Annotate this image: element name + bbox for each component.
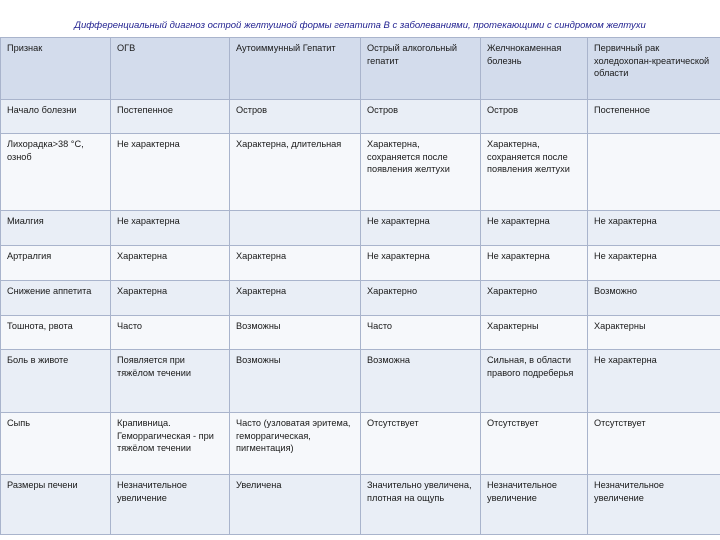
table-row — [1, 316, 720, 350]
table-cell: Характерна — [230, 281, 361, 316]
table-cell: Не характерна — [481, 211, 588, 246]
table-cell: Боль в животе — [1, 350, 111, 413]
table-cell: Характерна, сохраняется после появления желтухи — [361, 134, 481, 211]
table-cell: Остров — [230, 100, 361, 134]
table-row — [1, 100, 720, 134]
table-cell: Остров — [481, 100, 588, 134]
table-cell: Отсутствует — [481, 413, 588, 475]
table-cell: Не характерна — [588, 246, 720, 281]
table-row — [1, 246, 720, 281]
table-cell: Постепенное — [111, 100, 230, 134]
table-cell: Тошнота, рвота — [1, 316, 111, 350]
header-cell: Признак — [1, 38, 111, 100]
table-cell: Размеры печени — [1, 475, 111, 535]
table-cell — [588, 134, 720, 211]
table-cell: Не характерна — [111, 134, 230, 211]
table-cell: Сильная, в области правого подреберья — [481, 350, 588, 413]
table-cell: Возможны — [230, 316, 361, 350]
table-cell: Характерно — [481, 281, 588, 316]
table-cell: Отсутствует — [361, 413, 481, 475]
table-row — [1, 134, 720, 211]
table-row — [1, 413, 720, 475]
differential-diagnosis-table — [0, 37, 720, 535]
table-cell: Незначительное увеличение — [111, 475, 230, 535]
table-cell: Появляется при тяжёлом течении — [111, 350, 230, 413]
table-cell: Характерно — [361, 281, 481, 316]
table-cell: Отсутствует — [588, 413, 720, 475]
table-cell: Характерна, сохраняется после появления желтухи — [481, 134, 588, 211]
table-cell: Не характерна — [588, 350, 720, 413]
table-cell: Часто — [361, 316, 481, 350]
table-cell: Снижение аппетита — [1, 281, 111, 316]
table-cell: Сыпь — [1, 413, 111, 475]
table-cell: Характерна — [111, 246, 230, 281]
table-cell: Не характерна — [361, 246, 481, 281]
header-cell: Желчнокаменная болезнь — [481, 38, 588, 100]
header-cell: Первичный рак холедохопан-креатической области — [588, 38, 720, 100]
table-cell: Незначительное увеличение — [588, 475, 720, 535]
table-row — [1, 475, 720, 535]
table-cell: Часто (узловатая эритема, геморрагическая, пигментация) — [230, 413, 361, 475]
table-cell: Начало болезни — [1, 100, 111, 134]
table-cell: Не характерна — [111, 211, 230, 246]
table-row — [1, 211, 720, 246]
header-cell: Аутоиммунный Гепатит — [230, 38, 361, 100]
table-cell: Лихорадка>38 °С, озноб — [1, 134, 111, 211]
table-cell: Не характерна — [361, 211, 481, 246]
table-cell: Увеличена — [230, 475, 361, 535]
table-cell: Характерны — [481, 316, 588, 350]
table-cell: Часто — [111, 316, 230, 350]
header-cell: ОГВ — [111, 38, 230, 100]
table-cell: Незначительное увеличение — [481, 475, 588, 535]
table-cell: Значительно увеличена, плотная на ощупь — [361, 475, 481, 535]
table-cell: Возможна — [361, 350, 481, 413]
table-cell: Не характерна — [588, 211, 720, 246]
table-cell: Остров — [361, 100, 481, 134]
table-header-row — [1, 38, 720, 100]
table-cell: Миалгия — [1, 211, 111, 246]
table-cell: Артралгия — [1, 246, 111, 281]
table-cell: Постепенное — [588, 100, 720, 134]
table-cell: Не характерна — [481, 246, 588, 281]
header-cell: Острый алкогольный гепатит — [361, 38, 481, 100]
table-row — [1, 350, 720, 413]
table-cell: Характерна, длительная — [230, 134, 361, 211]
table-cell: Крапивница. Геморрагическая - при тяжёлом течении — [111, 413, 230, 475]
table-cell — [230, 211, 361, 246]
table-row — [1, 281, 720, 316]
table-cell: Возможно — [588, 281, 720, 316]
table-cell: Характерны — [588, 316, 720, 350]
page-title: Дифференциальный диагноз острой желтушной формы гепатита В с заболеваниями, протекающими с синдромом желтухи — [74, 20, 646, 31]
table-cell: Характерна — [230, 246, 361, 281]
table-cell: Возможны — [230, 350, 361, 413]
table-cell: Характерна — [111, 281, 230, 316]
